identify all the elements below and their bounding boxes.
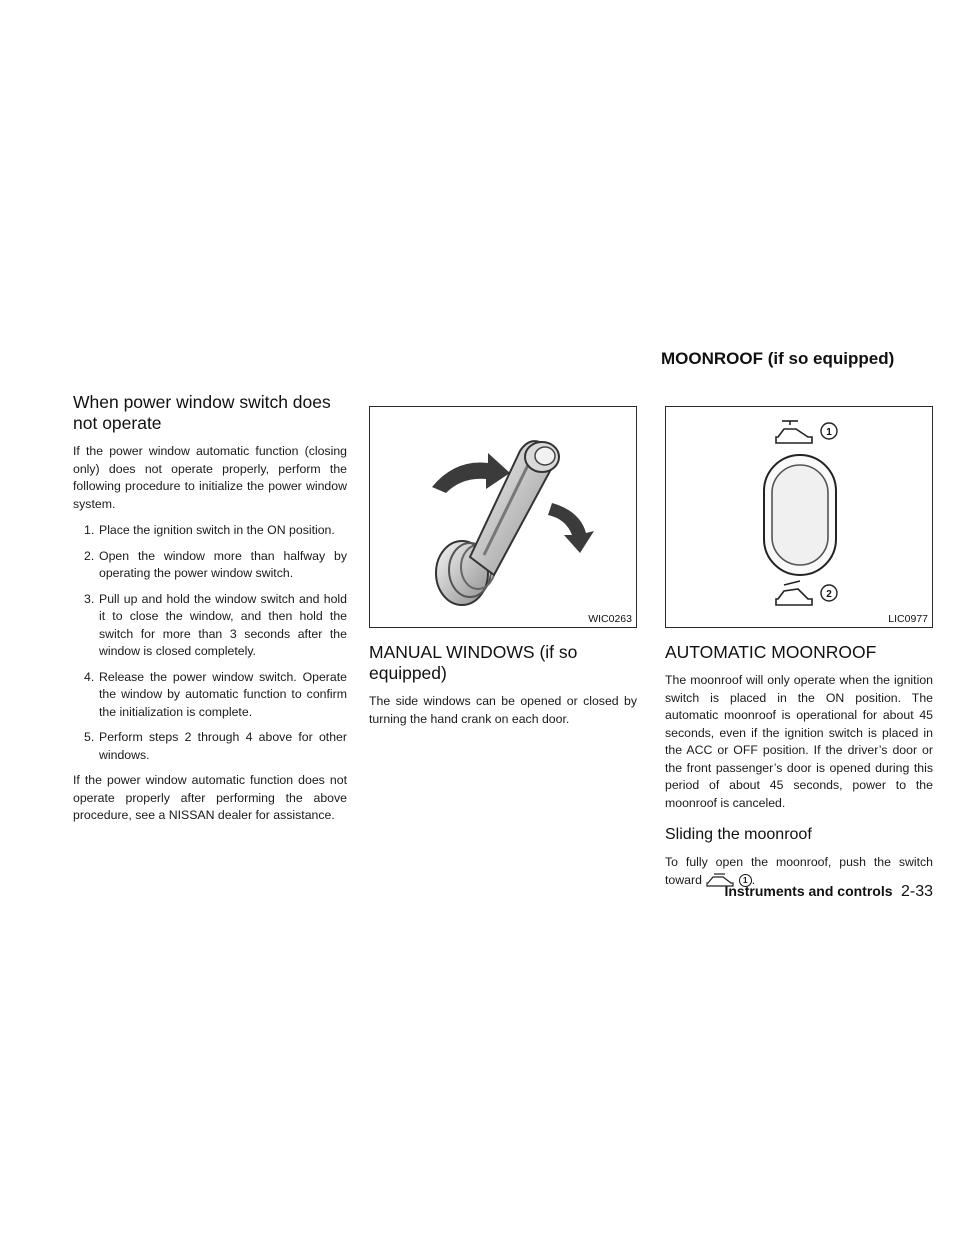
svg-text:1: 1	[826, 427, 832, 438]
window-crank-illustration	[370, 407, 636, 627]
figure-moonroof-switch	[665, 406, 933, 628]
procedure-step: 1. Place the ignition switch in the ON position.	[84, 523, 335, 537]
footer-section-title: Instruments and controls	[724, 883, 893, 899]
subheading-sliding-moonroof: Sliding the moonroof	[665, 826, 812, 843]
svg-text:2: 2	[826, 589, 832, 600]
heading-power-window-switch: When power window switch does not operate	[73, 392, 331, 433]
moonroof-switch-illustration	[666, 407, 932, 627]
procedure-step: 2. Open the window more than halfway by operating the power window switch.	[84, 548, 347, 580]
figure-window-crank	[369, 406, 637, 628]
car-open-roof-icon	[776, 421, 812, 443]
section-title: MOONROOF (if so equipped)	[661, 349, 895, 368]
automatic-moonroof-paragraph: The moonroof will only operate when the ignition switch is placed in the ON position. The automatic moonroof is operational for about 45 seconds, even if the ignition switch is placed in the ACC or OFF position. If the driver’s door or the front passenger’s door is opened during this period of about 45 seconds, power to the moonroof is canceled.	[665, 673, 933, 810]
intro-paragraph: If the power window automatic function (closing only) does not operate properly, perform the following procedure to initialize the power window system.	[73, 444, 347, 511]
car-tilt-roof-icon	[776, 581, 812, 605]
page-footer	[724, 883, 933, 901]
crank-arrow-icon	[548, 503, 594, 553]
column-moonroof	[665, 392, 933, 898]
procedure-step: 5. Perform steps 2 through 4 above for other windows.	[84, 730, 347, 762]
procedure-step: 4. Release the power window switch. Operate the window by automatic function to confirm the initialization is complete.	[84, 669, 347, 719]
figure-code: WIC0263	[588, 613, 632, 625]
reference-circle-1: 1	[739, 874, 752, 887]
procedure-step: 3. Pull up and hold the window switch and hold it to close the window, and then hold the switch for more than 3 seconds after the window is closed completely.	[84, 591, 347, 658]
column-manual-windows	[369, 392, 637, 737]
procedure-steps	[73, 522, 347, 764]
outro-paragraph: If the power window automatic function does not operate properly after performing the above procedure, see a NISSAN dealer for assistance.	[73, 773, 347, 822]
crank-arrow-icon	[432, 453, 510, 493]
manual-windows-paragraph: The side windows can be opened or closed by turning the hand crank on each door.	[369, 694, 637, 726]
heading-manual-windows: MANUAL WINDOWS (if so equipped)	[369, 642, 578, 683]
column-power-window	[73, 392, 347, 834]
page-number: 2-33	[900, 883, 933, 900]
sliding-paragraph: To fully open the moonroof, push the switch toward 1 .	[665, 855, 933, 887]
figure-code: LIC0977	[888, 613, 928, 625]
heading-automatic-moonroof: AUTOMATIC MOONROOF	[665, 642, 877, 662]
